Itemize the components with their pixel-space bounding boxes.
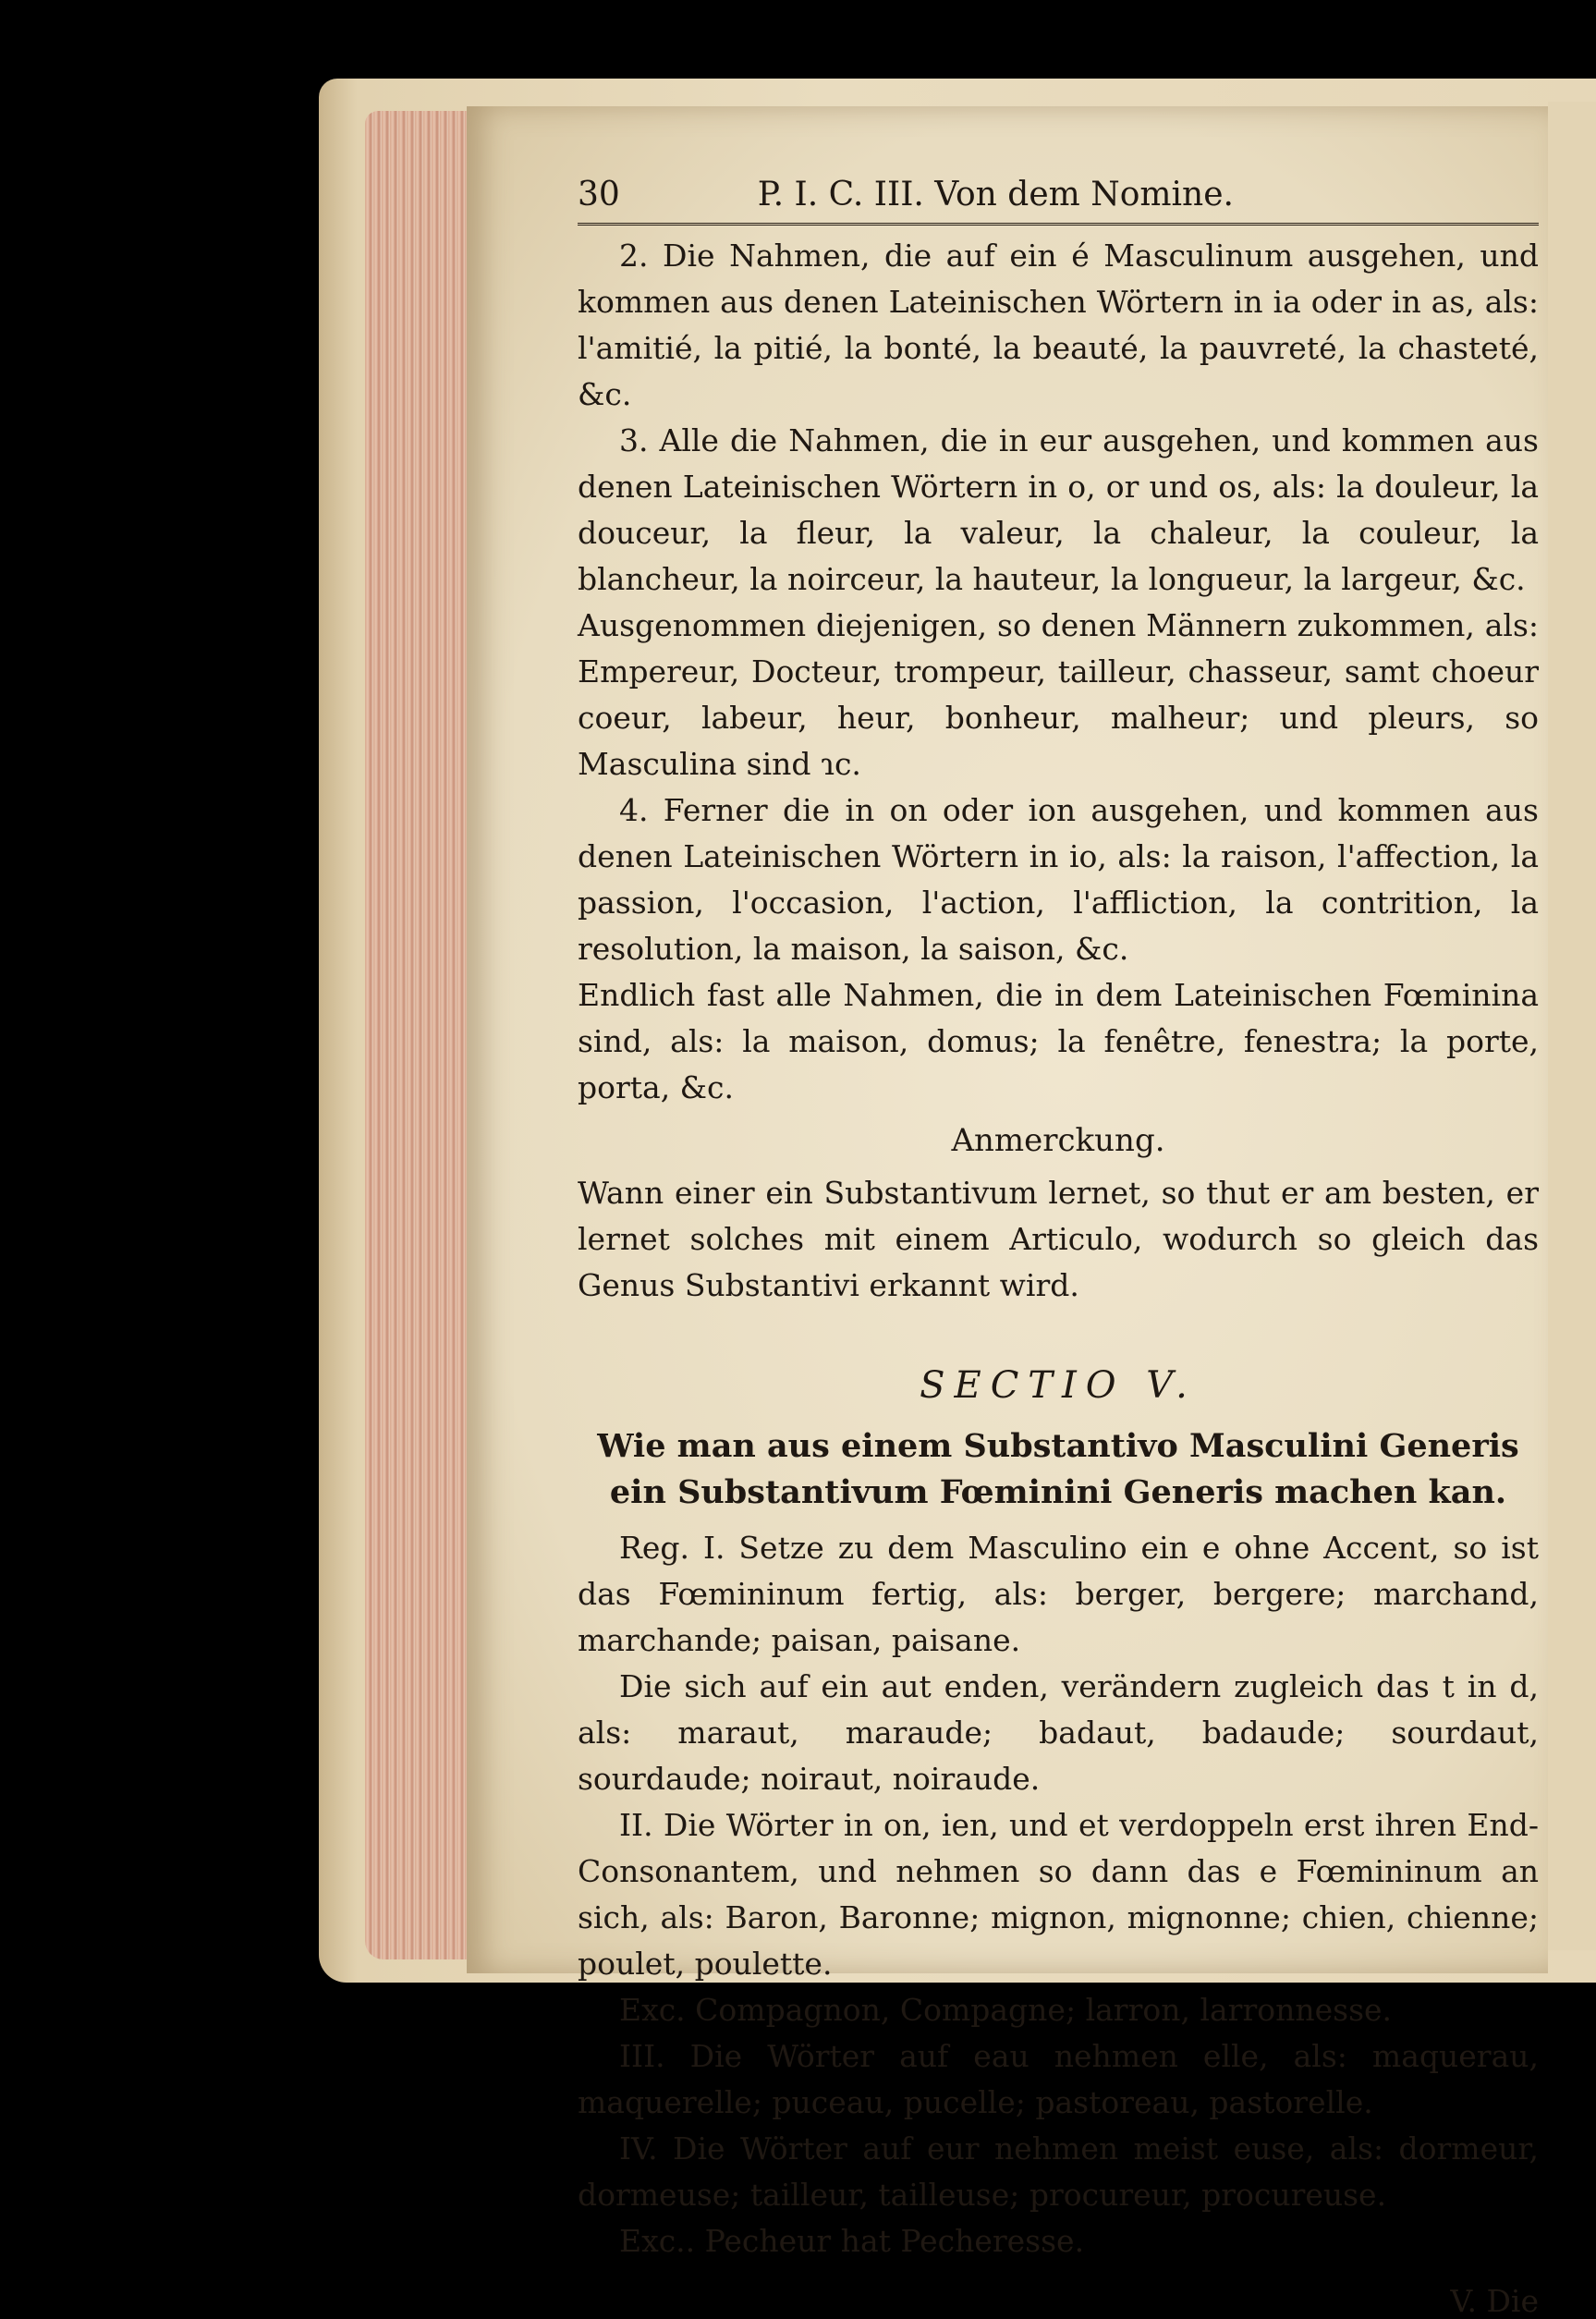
paragraph: 3. Alle die Nahmen, die in eur ausgehen, und kommen aus denen Lateinischen Wörtern in o, or und os, als: la douleur, la douceur, la fleur, la valeur, la chaleur, la couleur, la blancheur, la noirceur, la hauteur, la longueur, la largeur, &c.: [578, 422, 1539, 597]
page-text: [578, 176, 1539, 2319]
catchword: V. Die: [1450, 2283, 1539, 2319]
paragraph: 2. Die Nahmen, die auf ein é Masculinum ausgehen, und kommen aus denen Lateinischen Wörtern in ia oder in as, als: l'amitié, la pitié, la bonté, la beauté, la pauvreté, la chasteté, &c.: [578, 238, 1539, 412]
anmerckung-text: Wann einer ein Substantivum lernet, so thut er am besten, er lernet solches mit einem Articulo, wodurch so gleich das Genus Substantivi erkannt wird.: [578, 1175, 1539, 1303]
rule-paragraph: Die sich auf ein aut enden, verändern zugleich das t in d, als: maraut, maraude; badaut, badaude; sourdaut, sourdaude; noiraut, noiraude.: [578, 1668, 1539, 1797]
page-number: 30: [578, 176, 620, 214]
rule-paragraph: II. Die Wörter in on, ien, und et verdoppeln erst ihren End-Consonantem, und nehmen so dann das e Fœmininum an sich, als: Baron, Baronne; mignon, mignonne; chien, chienne; poulet, poulette.: [578, 1807, 1539, 1982]
facing-page-edge: [1548, 102, 1596, 1950]
paragraph: Endlich fast alle Nahmen, die in dem Lateinischen Fœminina sind, als: la maison, domus; la fenêtre, fenestra; la porte, porta, &c.: [578, 977, 1539, 1105]
rule-paragraph: Exc. Compagnon, Compagne; larron, larronnesse.: [619, 1992, 1393, 2028]
paragraph: 4. Ferner die in on oder ion ausgehen, und kommen aus denen Lateinischen Wörtern in io, als: la raison, l'affection, la passion, l'occasion, l'action, l'affliction, la contrition, la resolution, la maison, la saison, &c.: [578, 792, 1539, 967]
paragraph: Ausgenommen diejenigen, so denen Männern zukommen, als: Empereur, Docteur, trompeur, tailleur, chasseur, samt choeur coeur, labeur, heur, bonheur, malheur; und pleurs, so Masculina sind ɿc.: [578, 607, 1539, 782]
rule-paragraph: Exc.. Pecheur hat Pecheresse.: [619, 2223, 1085, 2259]
rule-paragraph: IV. Die Wörter auf eur nehmen meist euse, als: dormeur, dormeuse; tailleur, tailleuse; procureur, procureuse.: [578, 2130, 1539, 2213]
rule-paragraph: Reg. I. Setze zu dem Masculino ein e ohne Accent, so ist das Fœmininum fertig, als: berger, bergere; marchand, marchande; paisan, paisane.: [578, 1530, 1539, 1658]
page-edges: [365, 111, 471, 1959]
section-subtitle: Wie man aus einem Substantivo Masculini Generis ein Substantivum Fœminini Generis machen kan.: [597, 1427, 1519, 1511]
rule-paragraph: III. Die Wörter auf eau nehmen elle, als: maquerau, maquerelle; puceau, pucelle; pastoreau, pastorelle.: [578, 2038, 1539, 2120]
running-title: P. I. C. III. Von dem Nomine.: [757, 176, 1234, 214]
running-header: [578, 176, 1539, 226]
anmerckung-heading: Anmerckung.: [951, 1122, 1165, 1159]
section-title: SECTIO V.: [920, 1364, 1197, 1407]
